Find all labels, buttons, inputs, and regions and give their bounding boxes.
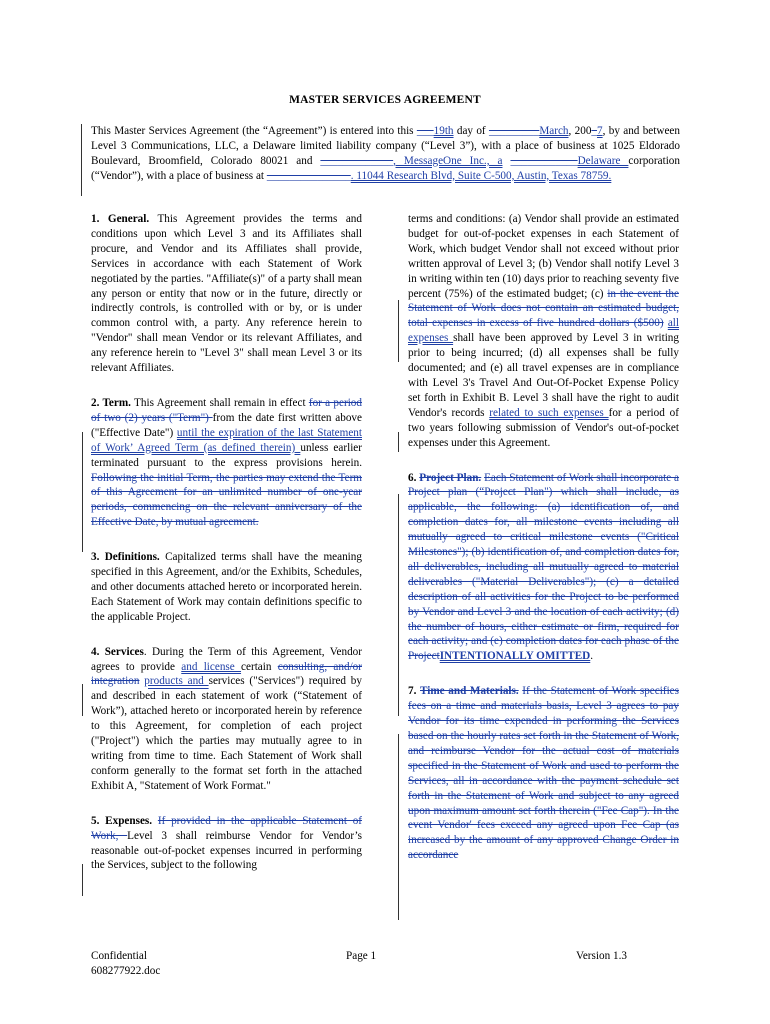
intro-paragraph (91, 124, 680, 184)
revision-bar (82, 432, 83, 552)
text-run: terms and conditions: (a) Vendor shall provide an estimated budget for out-of-pocket expenses in each Statement of Work, which budget Vendor shall not exceed without prior written approval of Level 3; (b) Vendor shall notify Level 3 in writing within ten (10) days prior to reaching seventy five percent (75%) of the estimated budget; (c) (408, 213, 679, 300)
section-heading: 3. Definitions. (91, 551, 160, 564)
inserted-text: INTENTIONALLY OMITTED (439, 650, 591, 663)
footer-confidential: Confidential (91, 950, 147, 962)
inserted-text: March (539, 125, 569, 137)
inserted-text: products and (144, 675, 209, 688)
deleted-text: _______________ (266, 169, 351, 182)
text-run: , 200 (568, 125, 592, 137)
section-general (91, 212, 362, 376)
deleted-text: consulting, and/or integration (91, 660, 362, 688)
revision-bar (81, 124, 82, 196)
text-run: from the date first written above ("Effective Date") (91, 411, 362, 439)
section-expenses-cont (408, 212, 679, 451)
text-run: This Agreement shall remain in effect (130, 396, 309, 409)
footer-version: Version 1.3 (576, 950, 627, 962)
deleted-text: for a period of two (2) years ("Term") (91, 396, 362, 424)
revision-bar (398, 734, 399, 920)
inserted-text: 19th (433, 125, 454, 137)
section-expenses (91, 814, 362, 874)
deleted-text: Following the initial Term, the parties may extend the Term of this Agreement for an unlimited number of one-year periods, commencing on the relevant anniversary of the Effective Date, by mutual agreement. (91, 471, 362, 529)
inserted-text: . 11044 Research Blvd, Suite C-500, Austin, Texas 78759. (350, 169, 612, 182)
deleted-heading: Project Plan. (419, 471, 482, 484)
revision-bar (398, 300, 399, 362)
text-run: unless earlier terminated pursuant to the express provisions herein. (91, 441, 362, 469)
inserted-text: , MessageOne Inc., a (393, 154, 503, 167)
text-run: , by and between Level 3 Communications, LLC, a Delaware limited liability company (“Level 3”), with a place of business at 1025 Eldorado Boulevard, Broomfield, Colorado 80021 and (91, 125, 680, 167)
section-project-plan (408, 471, 679, 665)
deleted-text: ___ (416, 125, 434, 137)
text-run: certain (241, 660, 278, 673)
revision-bar (398, 494, 399, 716)
text-run: This Master Services Agreement (the “Agreement”) is entered into this (91, 125, 417, 137)
section-heading: 5. Expenses. (91, 814, 153, 827)
section-heading: 1. General. (91, 213, 150, 225)
inserted-text: 7 (597, 125, 603, 137)
inserted-text: related to such expenses (489, 406, 609, 419)
text-run: . During the Term of this Agreement, Vendor agrees to provide (91, 645, 362, 673)
deleted-heading: Time and Materials. (420, 685, 519, 698)
deleted-text: If provided in the applicable Statement of Work, (91, 814, 363, 842)
revision-bar (82, 684, 83, 716)
text-run: services ("Services") required by and described in each statement of work (“Statement of Work”), attached hereto or incorporated herein by reference to this Agreement, for completion of each project ("Project") which the parties may mutually agree to in writing from time to time. Each Statement of Work shall conform generally to the format set forth in the attached Exhibit A, "Statement of Work Format." (91, 675, 362, 792)
deleted-text: _ (591, 125, 598, 137)
text-run: corporation (“Vendor”), with a place of business at (91, 154, 680, 182)
right-column (408, 212, 679, 863)
inserted-text: and license (181, 660, 242, 673)
section-heading: 4. Services (91, 645, 144, 658)
section-definitions (91, 550, 362, 625)
text-run: for a period of two years following submission of Vendor's out-of-pocket expenses under this Agreement. (408, 406, 679, 449)
section-heading: 7. (408, 685, 417, 698)
text-run: This Agreement provides the terms and conditions upon which Level 3 and its Affiliates shall procure, and Vendor and its Affiliates shall provide, Services in accordance with each Statement of Work negotiated by the parties. "Affiliate(s)" of a party shall mean any person or entity that now or in the future, directly or indirectly controls, is controlled with or by, or is under common control with, a party. Any reference herein to "Vendor" shall mean Vendor or its relevant Affiliates, and any reference herein to "Level 3" shall mean Level 3 or its relevant Affiliates. (91, 213, 362, 375)
section-term (91, 396, 362, 530)
inserted-text: until the expiration of the last Statement of Work’ Agreed Term (as defined therein) (91, 426, 362, 454)
footer-page-number: Page 1 (346, 950, 377, 962)
deleted-text: _________ (488, 125, 540, 137)
deleted-text: _____________ (320, 154, 394, 167)
deleted-text: If the Statement of Work specifies fees on a time and materials basis, Level 3 agrees to pay Vendor for its time expended in performing the Services based on the hourly rates set forth in the Statement of Work, and reimburse Vendor for the actual cost of materials specified in the Statement of Work and used to perform the Services, all in accordance with the payment schedule set forth in the Statement of Work and subject to any agreed upon maximum amount set forth therein ("Fee Cap"). In the event Vendor' fees exceed any agreed upon Fee Cap (as increased by the amount of any approved Change Order in accordance (408, 685, 679, 862)
section-heading: 6. (408, 471, 417, 484)
text-run: Level 3 shall reimburse Vendor for Vendor’s reasonable out-of-pocket expenses incurred in performing the Services, subject to the following (91, 829, 363, 872)
footer-doc-id: 608277922.doc (91, 965, 161, 977)
left-column (91, 212, 362, 873)
text-run: shall have been approved by Level 3 in writing prior to being incurred; (d) all expenses shall be fully documented; and (e) all travel expenses are in compliance with Level 3's Travel And Out-Of-Pocket Expense Policy set forth in Exhibit B. Level 3 shall have the right to audit Vendor's records (408, 332, 679, 419)
section-time-materials (408, 684, 679, 863)
text-run: Capitalized terms shall have the meaning specified in this Agreement, and/or the Exhibits, Schedules, and other documents attached hereto or incorporated herein. Each Statement of Work may contain definitions specific to the applicable Project. (91, 551, 362, 623)
revision-bar (82, 864, 83, 896)
section-services (91, 645, 362, 794)
inserted-text: all expenses (408, 317, 680, 345)
deleted-text: in the event the Statement of Work does not contain an estimated budget, total expenses in excess of five hundred dollars ($500) (408, 287, 679, 330)
deleted-text: ____________ (510, 154, 578, 167)
revision-bar (398, 432, 399, 452)
deleted-text: Each Statement of Work shall incorporate a Project plan (“Project Plan") which shall include, as applicable, the following: (a) identification of, and completion dates for, all milestone events including all mutually agreed to critical milestone events ("Critical Milestones"); (b) identification of, and completion dates for, all deliverables, including all mutually agreed to material deliverables ("Material Deliverables"); (c) a detailed description of all activities for the Project to be performed by Vendor and Level 3 and the location of each activity; (d) the number of hours, either estimate or firm, required for each activity; and (e) completion dates for each phase of the Project (408, 471, 680, 663)
text-run: day of (453, 125, 489, 137)
text-run: . (590, 650, 594, 663)
inserted-text: Delaware (577, 154, 629, 167)
document-title: MASTER SERVICES AGREEMENT (289, 94, 481, 106)
section-heading: 2. Term. (91, 396, 131, 409)
